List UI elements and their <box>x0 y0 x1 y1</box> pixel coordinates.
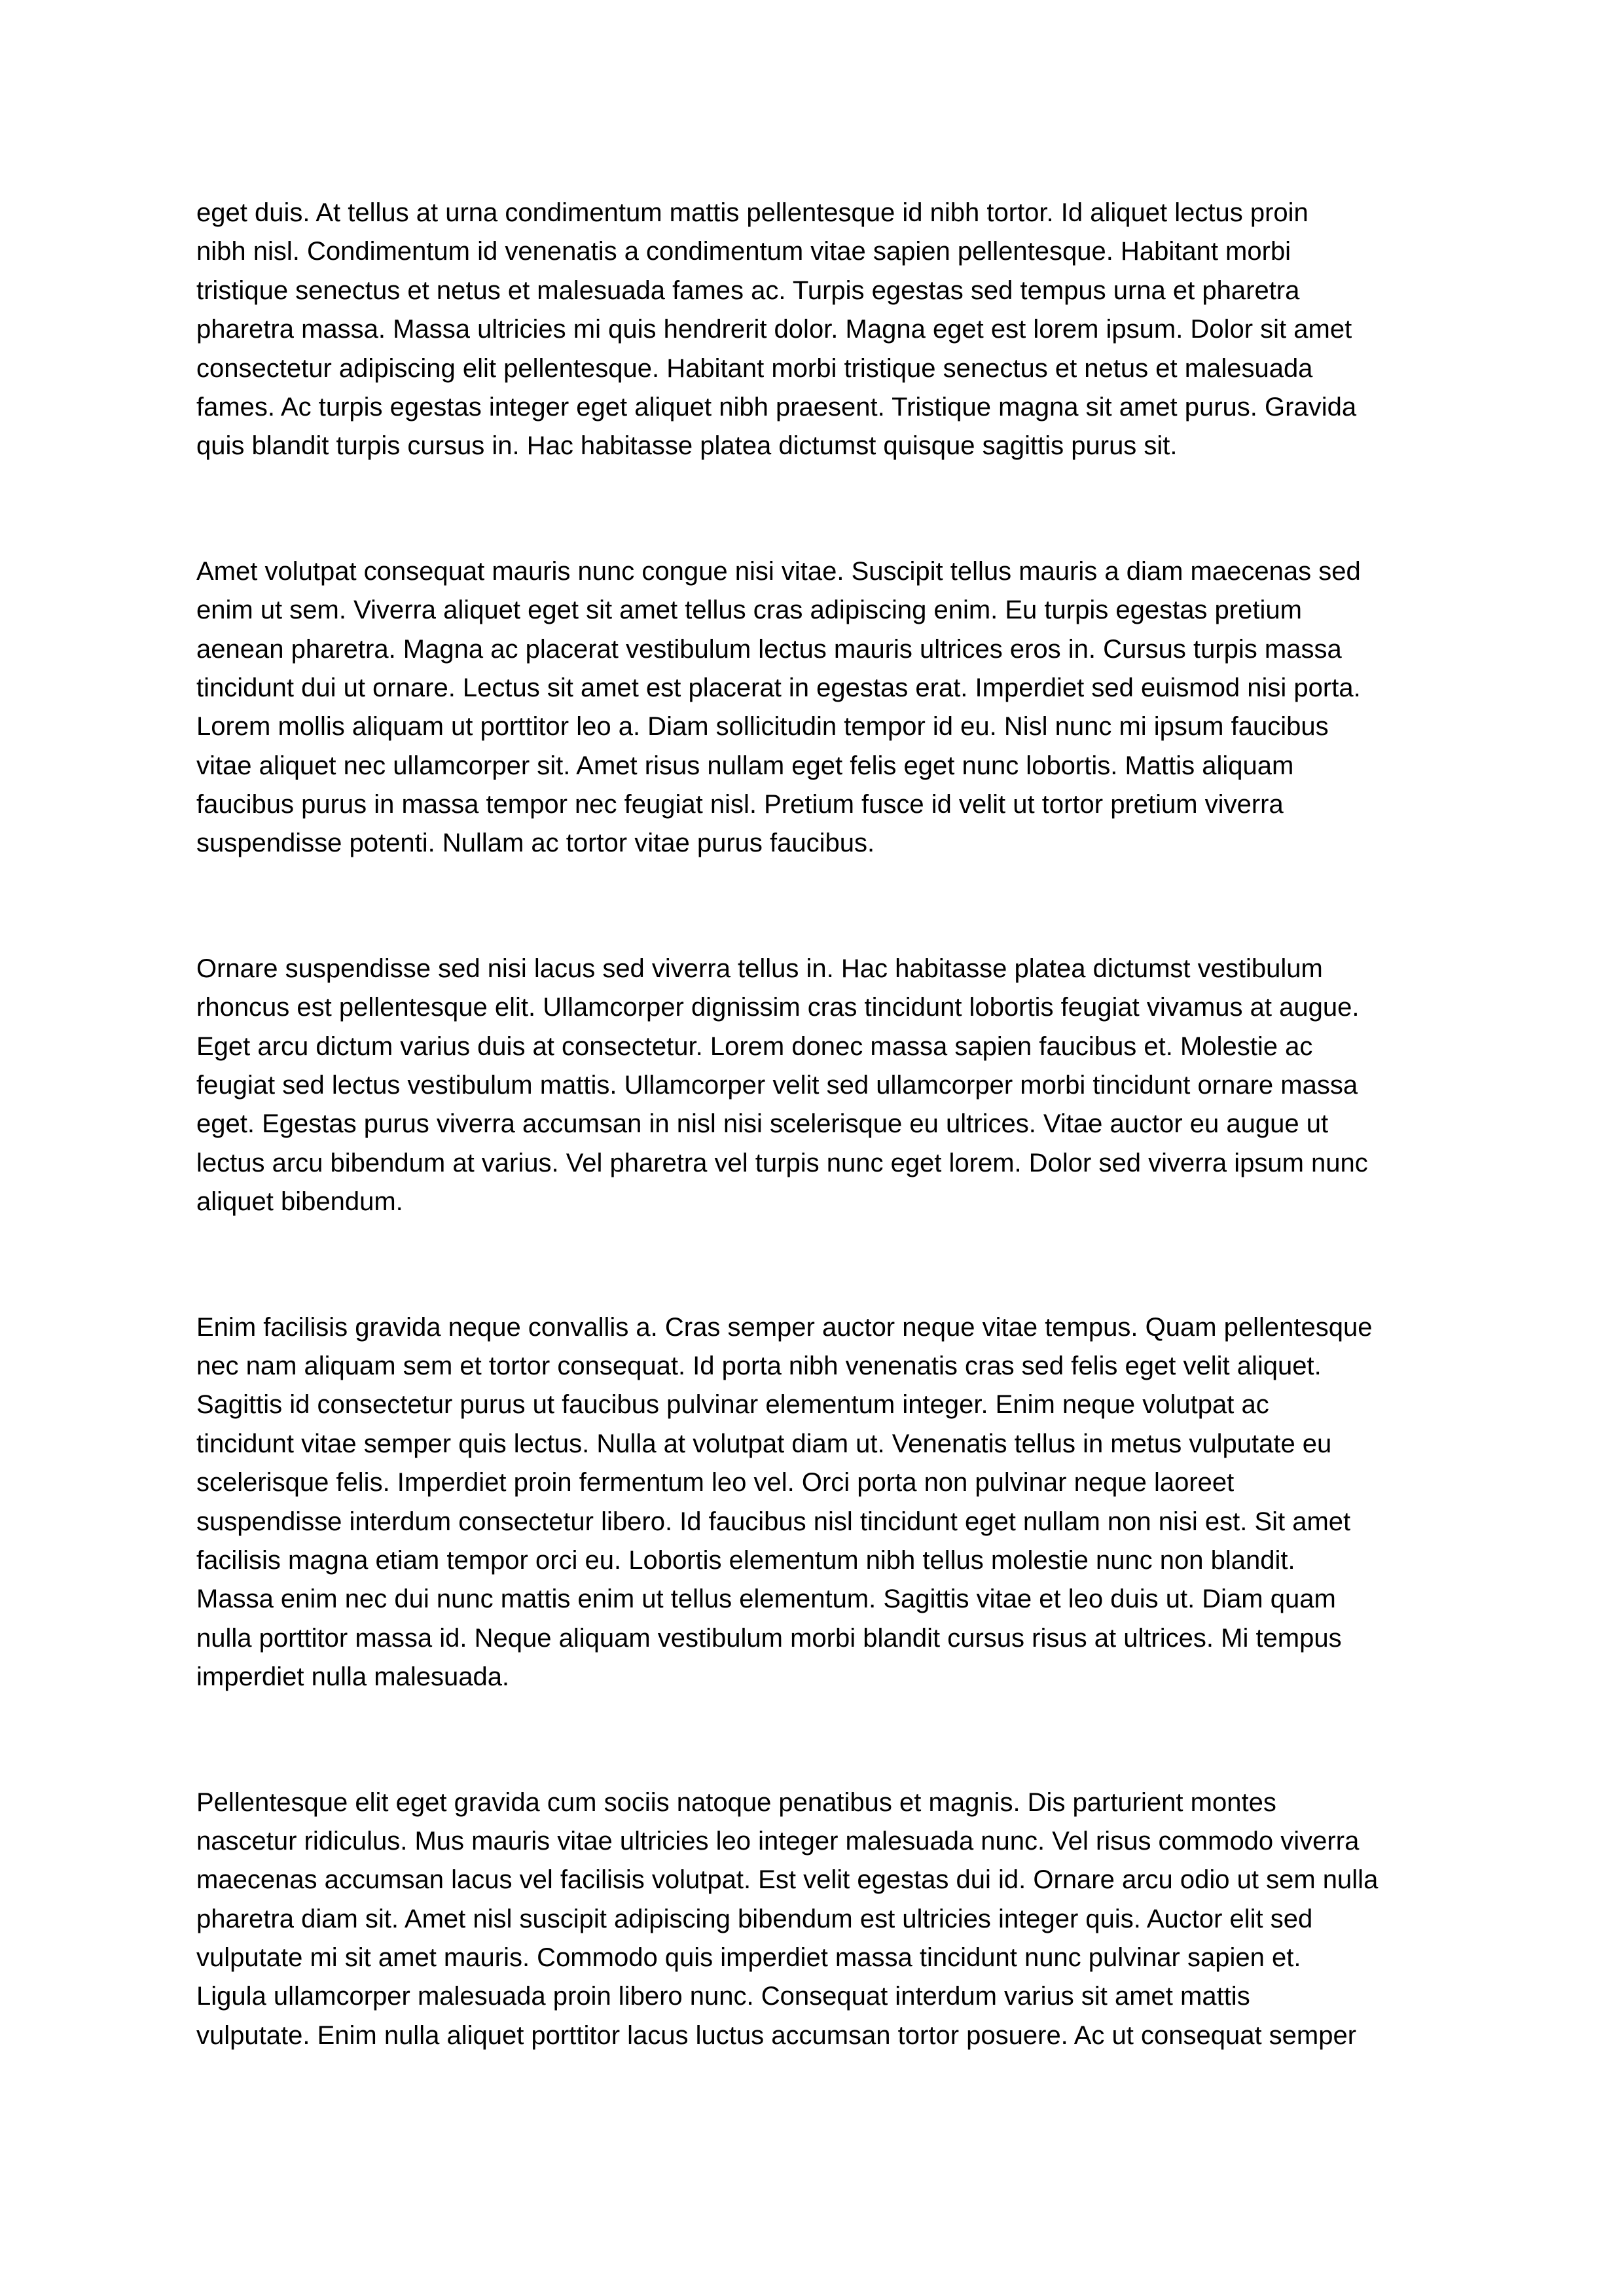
text-line: rhoncus est pellentesque elit. Ullamcorper dignissim cras tincidunt lobortis feugiat vivamus at augue. <box>196 993 1360 1022</box>
text-line: Eget arcu dictum varius duis at consectetur. Lorem donec massa sapien faucibus et. Molestie ac <box>196 1031 1313 1061</box>
text-line: scelerisque felis. Imperdiet proin fermentum leo vel. Orci porta non pulvinar neque laoreet <box>196 1468 1235 1498</box>
text-line: quis blandit turpis cursus in. Hac habitasse platea dictumst quisque sagittis purus sit. <box>196 431 1178 461</box>
text-line: Massa enim nec dui nunc mattis enim ut tellus elementum. Sagittis vitae et leo duis ut. Diam quam <box>196 1585 1336 1614</box>
text-line: Sagittis id consectetur purus ut faucibus pulvinar elementum integer. Enim neque volutpat ac <box>196 1390 1269 1420</box>
text-line: nec nam aliquam sem et tortor consequat. Id porta nibh venenatis cras sed felis eget velit aliquet. <box>196 1351 1322 1380</box>
text-line: consectetur adipiscing elit pellentesque. Habitant morbi tristique senectus et netus et malesuada <box>196 353 1313 383</box>
paragraph-2 <box>196 552 1430 863</box>
text-line: tincidunt vitae semper quis lectus. Nulla at volutpat diam ut. Venenatis tellus in metus vulputate eu <box>196 1429 1332 1458</box>
paragraph-5 <box>196 1784 1430 2056</box>
document-body <box>196 194 1430 2142</box>
text-line: imperdiet nulla malesuada. <box>196 1662 510 1692</box>
text-line: vitae aliquet nec ullamcorper sit. Amet risus nullam eget felis eget nunc lobortis. Mattis aliquam <box>196 751 1294 780</box>
text-line: feugiat sed lectus vestibulum mattis. Ullamcorper velit sed ullamcorper morbi tincidunt ornare massa <box>196 1071 1358 1100</box>
text-line: tristique senectus et netus et malesuada fames ac. Turpis egestas sed tempus urna et pharetra <box>196 276 1300 305</box>
text-line: Lorem mollis aliquam ut porttitor leo a. Diam sollicitudin tempor id eu. Nisl nunc mi ipsum faucibus <box>196 712 1329 742</box>
text-line: faucibus purus in massa tempor nec feugiat nisl. Pretium fusce id velit ut tortor pretium viverra <box>196 790 1284 819</box>
paragraph-3 <box>196 950 1430 1222</box>
text-line: Amet volutpat consequat mauris nunc congue nisi vitae. Suscipit tellus mauris a diam maecenas sed <box>196 556 1361 586</box>
text-line: eget. Egestas purus viverra accumsan in nisl nisi scelerisque eu ultrices. Vitae auctor eu augue ut <box>196 1109 1329 1139</box>
text-line: pharetra massa. Massa ultricies mi quis hendrerit dolor. Magna eget est lorem ipsum. Dolor sit amet <box>196 315 1352 344</box>
text-line: aliquet bibendum. <box>196 1187 403 1217</box>
text-line: nascetur ridiculus. Mus mauris vitae ultricies leo integer malesuada nunc. Vel risus commodo viverra <box>196 1826 1360 1856</box>
paragraph-1 <box>196 194 1430 466</box>
text-line: vulputate mi sit amet mauris. Commodo quis imperdiet massa tincidunt nunc pulvinar sapien et. <box>196 1943 1301 1973</box>
text-line: nulla porttitor massa id. Neque aliquam vestibulum morbi blandit cursus risus at ultrices. Mi tempus <box>196 1623 1342 1653</box>
text-line: vulputate. Enim nulla aliquet porttitor lacus luctus accumsan tortor posuere. Ac ut consequat semper <box>196 2020 1357 2050</box>
text-line: suspendisse interdum consectetur libero. Id faucibus nisl tincidunt eget nullam non nisi est. Sit amet <box>196 1507 1351 1536</box>
text-line: suspendisse potenti. Nullam ac tortor vitae purus faucibus. <box>196 829 875 858</box>
text-line: nibh nisl. Condimentum id venenatis a condimentum vitae sapien pellentesque. Habitant morbi <box>196 237 1291 266</box>
text-line: Pellentesque elit eget gravida cum sociis natoque penatibus et magnis. Dis parturient montes <box>196 1787 1276 1817</box>
text-line: enim ut sem. Viverra aliquet eget sit amet tellus cras adipiscing enim. Eu turpis egestas pretium <box>196 596 1302 625</box>
text-line: fames. Ac turpis egestas integer eget aliquet nibh praesent. Tristique magna sit amet purus. Gravida <box>196 392 1357 422</box>
text-line: lectus arcu bibendum at varius. Vel pharetra vel turpis nunc eget lorem. Dolor sed viverra ipsum nunc <box>196 1148 1368 1177</box>
text-line: Enim facilisis gravida neque convallis a. Cras semper auctor neque vitae tempus. Quam pellentesque <box>196 1312 1373 1342</box>
text-line: eget duis. At tellus at urna condimentum mattis pellentesque id nibh tortor. Id aliquet lectus proin <box>196 198 1308 227</box>
text-line: facilisis magna etiam tempor orci eu. Lobortis elementum nibh tellus molestie nunc non blandit. <box>196 1545 1295 1575</box>
text-line: maecenas accumsan lacus vel facilisis volutpat. Est velit egestas dui id. Ornare arcu odio ut sem nulla <box>196 1865 1379 1895</box>
text-line: Ligula ullamcorper malesuada proin libero nunc. Consequat interdum varius sit amet mattis <box>196 1982 1250 2011</box>
text-line: Ornare suspendisse sed nisi lacus sed viverra tellus in. Hac habitasse platea dictumst vestibulum <box>196 954 1323 983</box>
text-line: tincidunt dui ut ornare. Lectus sit amet est placerat in egestas erat. Imperdiet sed euismod nisi porta. <box>196 673 1361 702</box>
text-line: pharetra diam sit. Amet nisl suscipit adipiscing bibendum est ultricies integer quis. Auctor elit sed <box>196 1904 1313 1933</box>
paragraph-4 <box>196 1308 1430 1697</box>
text-line: aenean pharetra. Magna ac placerat vestibulum lectus mauris ultrices eros in. Cursus turpis massa <box>196 634 1342 664</box>
